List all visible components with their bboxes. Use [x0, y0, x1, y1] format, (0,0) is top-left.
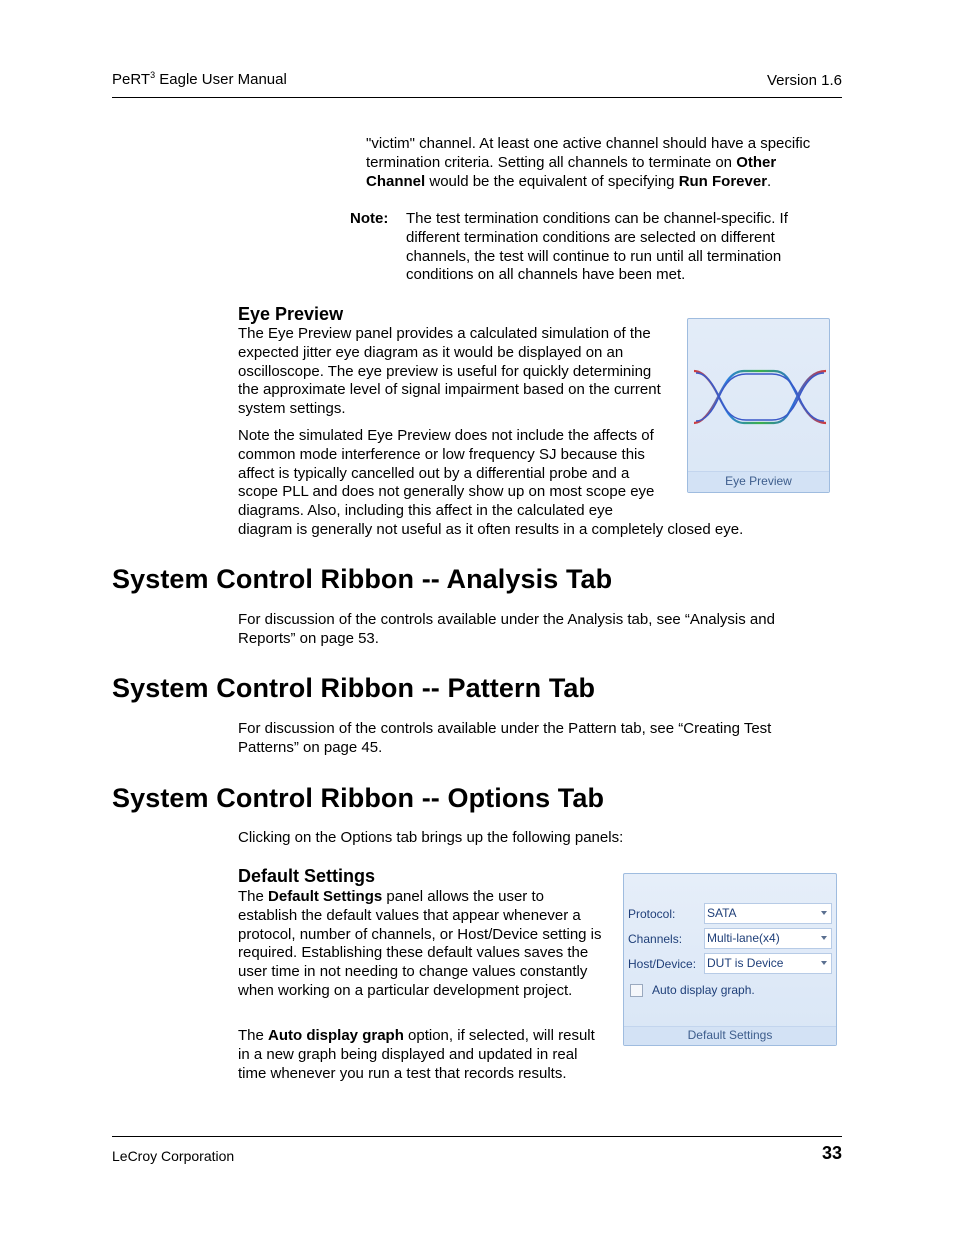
running-header-title: PeRT$^3$ Eagle User Manual — [112, 70, 287, 88]
default-settings-caption: Default Settings — [624, 1026, 836, 1045]
chevron-down-icon — [821, 961, 827, 965]
host-device-value: DUT is Device — [707, 956, 784, 970]
host-device-row — [628, 953, 834, 975]
eye-diagram-graphic — [688, 319, 829, 469]
auto-display-graph-label[interactable]: Auto display graph. — [652, 983, 755, 997]
eye-preview-panel — [687, 318, 830, 493]
pattern-tab-heading: System Control Ribbon -- Pattern Tab — [112, 673, 596, 703]
default-settings-paragraph-1: The Default Settings panel allows the user to establish the default values that appear whenever a protocol, number of channels, or Host/Device setting is required. Establishing these default values saves the user time in not needing to change values constantly when working on a particular development project. — [238, 888, 602, 999]
eye-preview-paragraph-1: The Eye Preview panel provides a calculated simulation of the expected jitter eye diagram as it would be displayed on an oscilloscope. The eye preview is useful for quickly determining the approximate level of signal impairment based on the current system settings. — [238, 325, 661, 418]
channels-dropdown[interactable] — [704, 928, 832, 949]
channels-label: Channels: — [628, 932, 683, 946]
default-settings-panel — [623, 873, 837, 1046]
default-settings-heading: Default Settings — [238, 866, 376, 886]
analysis-tab-text: For discussion of the controls available under the Analysis tab, see “Analysis and Reports” on page 53. — [238, 611, 775, 647]
channels-value: Multi-lane(x4) — [707, 931, 780, 945]
header-rule — [112, 97, 842, 98]
channels-row — [628, 928, 834, 950]
default-settings-paragraph-2: The Auto display graph option, if selected, will result in a new graph being displayed and updated in real time whenever you run a test that records results. — [238, 1027, 595, 1082]
eye-preview-caption: Eye Preview — [688, 471, 829, 492]
pattern-tab-text: For discussion of the controls available under the Pattern tab, see “Creating Test Patterns” on page 45. — [238, 720, 772, 756]
chevron-down-icon — [821, 936, 827, 940]
chevron-down-icon — [821, 911, 827, 915]
eye-preview-paragraph-2: Note the simulated Eye Preview does not include the affects of common mode interference or low frequency SJ because this affect is typically cancelled out by a differential probe and a scope PLL and does not generally show up on most scope eye diagrams. Also, including this affect in the calculated eye diagram is generally not useful as it often results in a completely closed eye. — [238, 427, 744, 538]
options-tab-heading: System Control Ribbon -- Options Tab — [112, 783, 605, 813]
protocol-dropdown[interactable] — [704, 903, 832, 924]
eye-preview-heading: Eye Preview — [238, 304, 344, 324]
auto-display-graph-checkbox[interactable] — [630, 984, 643, 997]
page-number: 33 — [821, 1143, 842, 1163]
host-device-dropdown[interactable] — [704, 953, 832, 974]
note-text: The test termination conditions can be channel-specific. If different termination conditions are selected on different channels, the test will continue to run until all termination conditions on all channels have been met. — [406, 210, 788, 284]
intro-paragraph: "victim" channel. At least one active channel should have a specific termination criteria. Setting all channels to terminate on Other Channel would be the equivalent of specifying Run Forever. — [366, 135, 811, 190]
note-label: Note: — [350, 210, 389, 227]
protocol-value: SATA — [707, 906, 737, 920]
protocol-label: Protocol: — [628, 907, 676, 921]
protocol-row — [628, 903, 834, 925]
options-tab-text: Clicking on the Options tab brings up the following panels: — [238, 829, 624, 846]
host-device-label: Host/Device: — [628, 957, 697, 971]
footer-company: LeCroy Corporation — [112, 1148, 235, 1164]
analysis-tab-heading: System Control Ribbon -- Analysis Tab — [112, 564, 613, 594]
running-header-version: Version 1.6 — [766, 72, 842, 89]
footer-rule — [112, 1136, 842, 1137]
